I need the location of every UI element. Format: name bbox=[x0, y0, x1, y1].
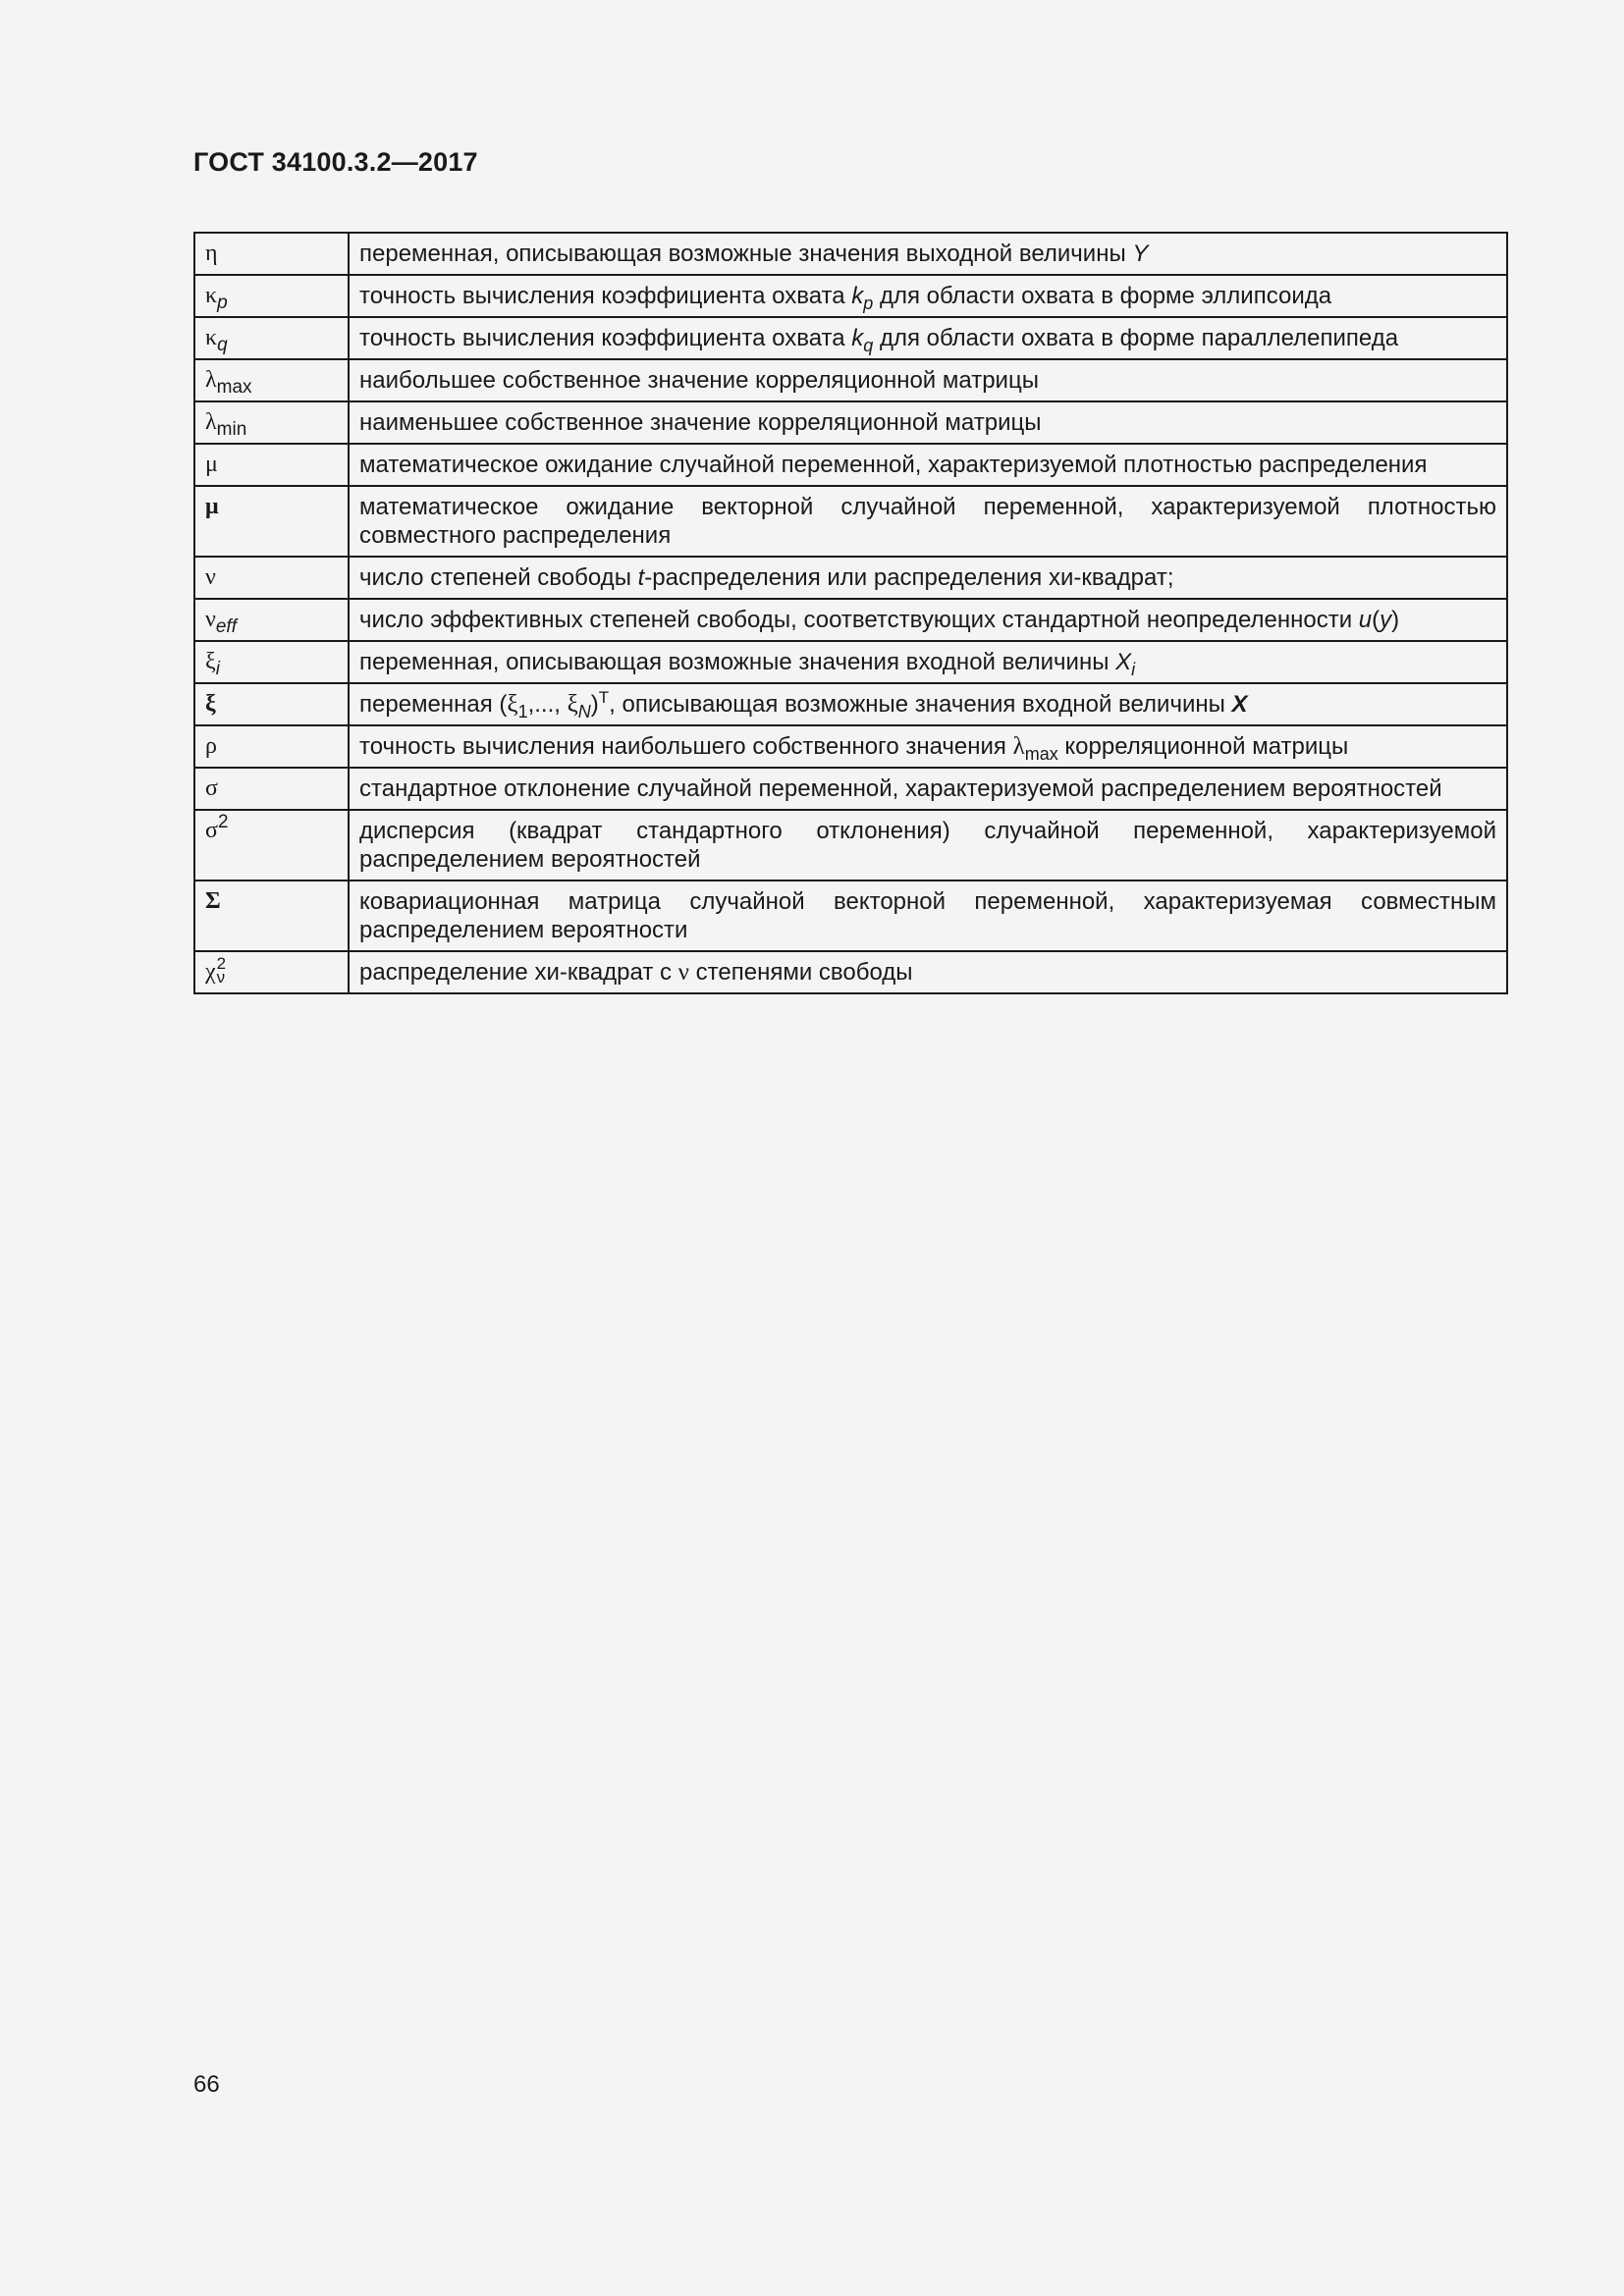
symbol-cell: $\nu_{eff}$ bbox=[194, 599, 349, 641]
table-row bbox=[194, 599, 1507, 641]
table-row bbox=[194, 810, 1507, 881]
symbol-cell: $\kappa_q$ bbox=[194, 317, 349, 359]
symbol-cell: ξ bbox=[194, 683, 349, 725]
table-row bbox=[194, 881, 1507, 951]
table-row bbox=[194, 401, 1507, 444]
symbol-cell: $\kappa_p$ bbox=[194, 275, 349, 317]
description-cell: математическое ожидание случайной переменной, характеризуемой плотностью распределения bbox=[349, 444, 1507, 486]
symbol-cell: χ 2 ν bbox=[194, 951, 349, 993]
table-row bbox=[194, 725, 1507, 768]
description-cell: дисперсия (квадрат стандартного отклонения) случайной переменной, характеризуемой распределением вероятностей bbox=[349, 810, 1507, 881]
description-cell: стандартное отклонение случайной переменной, характеризуемой распределением вероятностей bbox=[349, 768, 1507, 810]
description-cell: распределение хи-квадрат с ν степенями свободы bbox=[349, 951, 1507, 993]
symbol-cell: ν bbox=[194, 557, 349, 599]
table-row bbox=[194, 683, 1507, 725]
table-row bbox=[194, 359, 1507, 401]
symbol-cell: $\xi_i$ bbox=[194, 641, 349, 683]
description-cell: точность вычисления коэффициента охвата $k_p$ для области охвата в форме эллипсоида bbox=[349, 275, 1507, 317]
table-row bbox=[194, 317, 1507, 359]
page-number: 66 bbox=[193, 2071, 220, 2098]
description-cell: ковариационная матрица случайной векторной переменной, характеризуемая совместным распределением вероятности bbox=[349, 881, 1507, 951]
symbol-cell: $\lambda_{min}$ bbox=[194, 401, 349, 444]
symbol-cell: σ bbox=[194, 768, 349, 810]
description-cell: переменная ($\xi_1$,..., $\xi_N)^T$, описывающая возможные значения входной величины X bbox=[349, 683, 1507, 725]
table-row bbox=[194, 557, 1507, 599]
description-cell: переменная, описывающая возможные значения входной величины $X_i$ bbox=[349, 641, 1507, 683]
symbol-cell: $\lambda_{max}$ bbox=[194, 359, 349, 401]
description-cell: наибольшее собственное значение корреляционной матрицы bbox=[349, 359, 1507, 401]
table-row bbox=[194, 233, 1507, 275]
description-cell: математическое ожидание векторной случайной переменной, характеризуемой плотностью совместного распределения bbox=[349, 486, 1507, 557]
symbol-cell: η bbox=[194, 233, 349, 275]
symbols-table bbox=[193, 232, 1508, 994]
symbol-cell: μ bbox=[194, 486, 349, 557]
table-row bbox=[194, 768, 1507, 810]
document-header: ГОСТ 34100.3.2—2017 bbox=[193, 147, 478, 177]
symbol-cell: μ bbox=[194, 444, 349, 486]
description-cell: число эффективных степеней свободы, соответствующих стандартной неопределенности u(y) bbox=[349, 599, 1507, 641]
description-cell: точность вычисления коэффициента охвата $k_q$ для области охвата в форме параллелепипеда bbox=[349, 317, 1507, 359]
symbol-cell: $\sigma^2$ bbox=[194, 810, 349, 881]
description-cell: число степеней свободы t-распределения или распределения хи-квадрат; bbox=[349, 557, 1507, 599]
table-row bbox=[194, 641, 1507, 683]
table-row bbox=[194, 275, 1507, 317]
table-row bbox=[194, 951, 1507, 993]
description-cell: переменная, описывающая возможные значения выходной величины Y bbox=[349, 233, 1507, 275]
symbol-cell: Σ bbox=[194, 881, 349, 951]
table-row bbox=[194, 444, 1507, 486]
description-cell: наименьшее собственное значение корреляционной матрицы bbox=[349, 401, 1507, 444]
table-row bbox=[194, 486, 1507, 557]
description-cell: точность вычисления наибольшего собственного значения $\lambda_{max}$ корреляционной матрицы bbox=[349, 725, 1507, 768]
symbol-cell: ρ bbox=[194, 725, 349, 768]
